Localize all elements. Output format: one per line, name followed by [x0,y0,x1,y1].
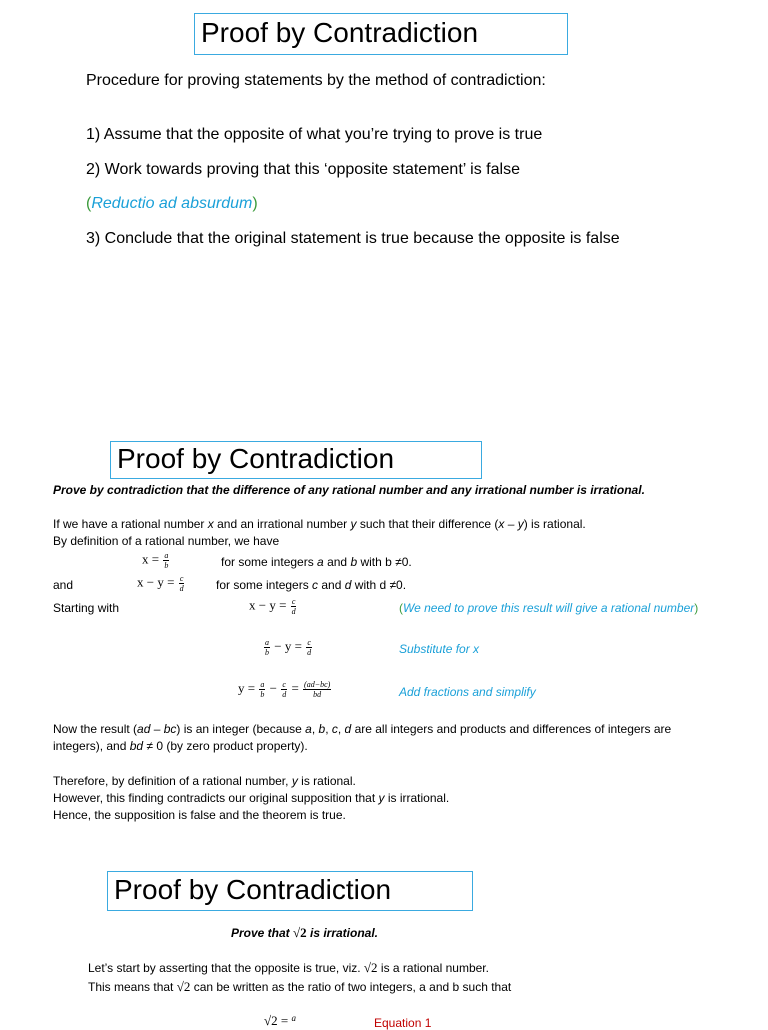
var: c [312,578,319,592]
eq-lhs: √2 = [264,1013,292,1028]
denominator: d [282,690,287,699]
text: and [323,555,351,569]
eq-lhs: x = [142,551,160,567]
minus: − [269,680,277,696]
latin-phrase: Reductio ad absurdum [91,195,253,212]
var: d [344,722,352,736]
text: is rational. [297,774,356,788]
text: Let’s start by asserting that the opposite is true, viz. [88,961,364,975]
denominator: b [164,561,169,570]
var: b [350,555,358,569]
slide2-title-box [110,441,482,479]
slide2-line1 [53,517,586,531]
var: y [291,774,298,788]
text: Prove that [231,926,294,940]
paren-close: ) [694,601,699,615]
text: is irrational. [384,791,450,805]
slide3-title: Proof by Contradiction [114,874,392,905]
equation-2-note [216,578,406,592]
and-label: and [53,578,74,592]
slide2-para2-line3: Hence, the supposition is false and the theorem is true. [53,808,346,822]
text: ) is rational. [523,517,586,531]
fraction [303,680,331,699]
equation-4 [263,638,313,657]
eq-lhs: x − y = [137,574,175,590]
slide2-line2: By definition of a rational number, we have [53,534,280,548]
slide1-title: Proof by Contradiction [201,17,479,48]
expr: bd [129,739,144,753]
var: a [305,722,312,736]
equation-3 [249,597,298,616]
var: b [318,722,326,736]
text: , [337,722,345,736]
numerator: c [179,574,184,583]
text: ) is an integer (because [176,722,306,736]
paren-close: ) [252,195,258,212]
slide2-para2-line1 [53,774,356,788]
text: and [318,578,345,592]
slide2-para1-line2 [53,739,308,753]
text: with d ≠0. [351,578,407,592]
slide1-latin-line [86,195,258,213]
text: with b ≠0. [357,555,412,569]
slide3-equation-partial [264,1013,296,1029]
equation-1 [142,551,170,570]
numerator: (ad−bc) [304,680,331,689]
starting-label: Starting with [53,601,120,615]
eq-lhs: y = [238,680,256,696]
text: is a rational number. [377,961,489,975]
fraction [163,551,169,570]
text: , [325,722,332,736]
equation-5 [238,680,332,699]
denominator: d [179,584,184,593]
text: However, this finding contradicts our original supposition that [53,791,379,805]
sqrt2: √2 [176,979,191,994]
var-x: x [207,517,214,531]
sqrt2: √2 [363,960,378,975]
fraction [291,597,297,616]
numerator: c [282,680,286,689]
expr: x – y [498,517,524,531]
slide1-intro: Procedure for proving statements by the method of contradiction: [86,72,546,89]
text: Now the result ( [53,722,138,736]
equals: = [291,680,299,696]
slide1-step1: 1) Assume that the opposite of what you’re trying to prove is true [86,126,543,143]
var-y: y [350,517,357,531]
numerator: a [291,1013,296,1023]
text: are all integers and products and differences of integers are [351,722,672,736]
equation-5-note: Add fractions and simplify [399,685,536,699]
var: c [331,722,338,736]
denominator: d [291,607,296,616]
equation-2 [137,574,186,593]
slide2-heading: Prove by contradiction that the difference of any rational number and any irrational number is irrational. [53,483,645,497]
fraction [306,638,312,657]
text: integers), and [53,739,130,753]
numerator: a [164,551,169,560]
slide3-title-box [107,871,473,911]
sqrt2: √2 [293,925,307,940]
slide2-para2-line2 [53,791,449,805]
denominator: b [260,690,265,699]
numerator: a [260,680,265,689]
numerator: c [307,638,311,647]
denominator: b [265,648,269,657]
var: y [378,791,385,805]
fraction [259,680,265,699]
text: Therefore, by definition of a rational number, [53,774,292,788]
equation-3-note [399,601,698,615]
equation-1-note [221,555,412,569]
fraction [281,680,287,699]
text: and an irrational number [213,517,351,531]
slide2-para1-line1 [53,722,671,736]
text: is irrational. [306,926,379,940]
text: ≠ 0 (by zero product property). [143,739,308,753]
slide1-step3: 3) Conclude that the original statement is true because the opposite is false [86,230,620,247]
paren-open: ( [399,601,403,615]
equation-label: Equation 1 [374,1016,432,1030]
text: for some integers [216,578,313,592]
eq-lhs: x − y = [249,597,287,613]
slide3-line1 [88,960,489,976]
slide1-step2: 2) Work towards proving that this ‘opposite statement’ is false [86,161,520,178]
slide3-heading [231,925,378,941]
denominator: bd [313,690,322,699]
text: can be written as the ratio of two integers, a and b such that [190,980,512,994]
equation-4-note: Substitute for x [399,642,480,656]
numerator: c [291,597,296,606]
text: If we have a rational number [53,517,208,531]
numerator: a [265,638,269,647]
eq-mid: − y = [274,638,302,654]
slide3-line2 [88,979,511,995]
text: such that their difference ( [356,517,499,531]
slide2-title: Proof by Contradiction [117,443,395,474]
fraction [179,574,185,593]
expr: ad – bc [137,722,177,736]
annotation: We need to prove this result will give a rational number [403,601,695,615]
text: This means that [88,980,177,994]
denominator: d [307,648,312,657]
slide1-title-box [194,13,568,55]
var: d [344,578,352,592]
var: a [317,555,324,569]
paren-open: ( [86,195,92,212]
text: , [311,722,319,736]
fraction [264,638,270,657]
text: for some integers [221,555,318,569]
